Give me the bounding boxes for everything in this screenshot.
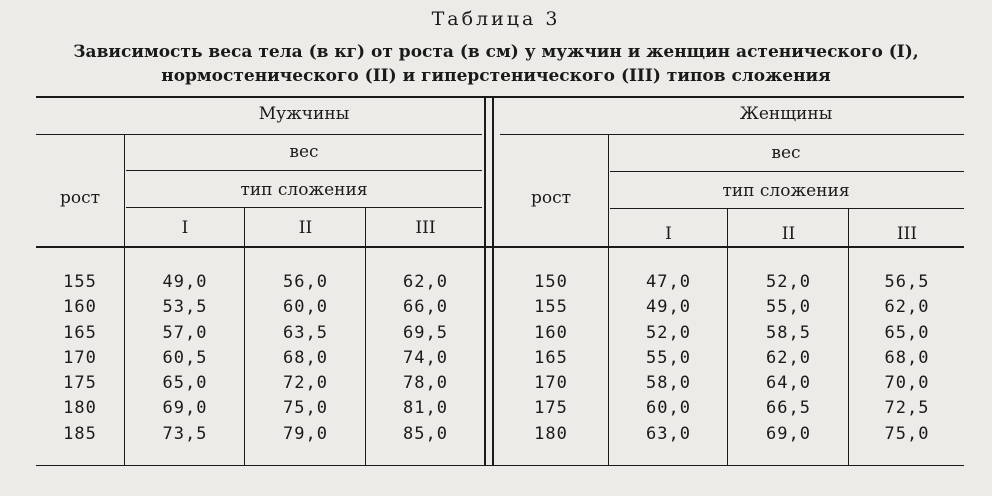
women-weight-i: 52,0 <box>646 322 691 343</box>
men-weight-i: 53,5 <box>162 297 208 318</box>
women-weight-iii: 68,0 <box>884 347 930 368</box>
women-type-i-column <box>610 270 727 447</box>
men-height-value: 160 <box>63 297 97 318</box>
men-type-rule <box>126 207 482 208</box>
women-weight-ii: 66,5 <box>766 398 811 419</box>
men-weight-ii: 56,0 <box>283 272 328 292</box>
men-weight-rule <box>126 170 482 171</box>
men-type-i-column <box>126 270 244 447</box>
women-group-rule <box>500 134 964 135</box>
women-weight-ii: 55,0 <box>766 297 811 318</box>
women-type-i: I <box>665 224 672 244</box>
women-weight-i: 63,0 <box>646 423 691 444</box>
women-col-divider-1 <box>727 208 728 465</box>
men-weight-ii: 60,0 <box>283 297 328 318</box>
women-weight-i: 47,0 <box>646 272 691 292</box>
men-weight-ii: 68,0 <box>283 347 328 368</box>
women-col-divider-2 <box>848 208 849 465</box>
women-weight-iii: 72,5 <box>884 398 930 419</box>
header-bottom-rule <box>36 246 964 248</box>
women-weight-ii: 69,0 <box>766 423 811 444</box>
caption-line-1: Зависимость веса тела (в кг) от роста (в см) у мужчин и женщин астенического (I), <box>73 42 919 62</box>
men-type-ii: II <box>298 218 313 238</box>
table-number: Таблица 3 <box>431 8 561 30</box>
men-col-divider-1 <box>244 207 245 465</box>
women-height-value: 150 <box>534 272 568 292</box>
men-weight-label: вес <box>289 142 319 162</box>
women-weight-ii: 62,0 <box>766 347 811 368</box>
men-weight-ii: 72,0 <box>283 373 328 394</box>
women-weight-rule <box>610 171 964 172</box>
women-weight-iii: 65,0 <box>884 322 930 343</box>
women-weight-label: вес <box>771 143 801 163</box>
women-weight-iii: 75,0 <box>884 423 930 444</box>
women-weight-ii: 52,0 <box>766 272 811 292</box>
women-weight-i: 60,0 <box>646 398 691 419</box>
women-weight-iii: 56,5 <box>884 272 930 292</box>
men-weight-iii: 69,5 <box>403 322 448 343</box>
men-weight-i: 49,0 <box>162 272 208 292</box>
women-height-value: 165 <box>534 347 568 368</box>
men-weight-i: 69,0 <box>162 398 208 419</box>
women-height-value: 160 <box>534 322 568 343</box>
men-group-rule <box>36 134 482 135</box>
women-type-rule <box>610 208 964 209</box>
women-height-column <box>494 270 608 447</box>
men-weight-iii: 66,0 <box>403 297 448 318</box>
women-type-iii: III <box>896 224 918 244</box>
men-weight-ii: 79,0 <box>283 423 328 444</box>
women-height-value: 170 <box>534 373 568 394</box>
women-height-value: 175 <box>534 398 568 419</box>
women-weight-i: 58,0 <box>646 373 691 394</box>
men-col-divider-2 <box>365 207 366 465</box>
men-type-ii-column <box>246 270 365 447</box>
section-divider-left <box>484 97 486 465</box>
men-weight-i: 65,0 <box>162 373 208 394</box>
caption-line-2: нормостенического (II) и гиперстенического (III) типов сложения <box>161 66 831 86</box>
women-height-value: 180 <box>534 423 568 444</box>
women-height-value: 155 <box>534 297 568 318</box>
men-height-value: 165 <box>63 322 97 343</box>
women-weight-iii: 62,0 <box>884 297 930 318</box>
men-weight-iii: 74,0 <box>403 347 448 368</box>
men-weight-iii: 85,0 <box>403 423 448 444</box>
men-weight-iii: 78,0 <box>403 373 448 394</box>
men-weight-iii: 62,0 <box>403 272 448 292</box>
women-weight-ii: 58,5 <box>766 322 811 343</box>
men-type-iii-column <box>367 270 484 447</box>
men-weight-i: 73,5 <box>162 423 208 444</box>
men-height-value: 185 <box>63 423 97 444</box>
women-weight-i: 49,0 <box>646 297 691 318</box>
men-weight-i: 60,5 <box>162 347 208 368</box>
men-type-i: I <box>181 218 189 238</box>
men-type-iii: III <box>415 218 436 238</box>
women-type-label: тип сложения <box>722 181 850 201</box>
women-type-iii-column <box>850 270 964 447</box>
bottom-rule <box>36 465 964 466</box>
women-height-label: рост <box>530 188 572 208</box>
men-weight-iii: 81,0 <box>403 398 448 419</box>
men-weight-ii: 75,0 <box>283 398 328 419</box>
men-type-label: тип сложения <box>240 180 368 200</box>
women-weight-iii: 70,0 <box>884 373 930 394</box>
men-height-value: 180 <box>63 398 97 419</box>
men-label: Мужчины <box>258 104 350 124</box>
top-rule <box>36 96 964 98</box>
men-height-value: 175 <box>63 373 97 394</box>
men-height-label: рост <box>59 188 101 208</box>
men-weight-ii: 63,5 <box>283 322 328 343</box>
men-height-value: 155 <box>63 272 97 292</box>
women-weight-ii: 64,0 <box>766 373 811 394</box>
men-height-column <box>36 270 124 447</box>
men-height-value: 170 <box>63 347 97 368</box>
women-type-ii-column <box>729 270 848 447</box>
women-label: Женщины <box>739 104 833 124</box>
women-weight-i: 55,0 <box>646 347 691 368</box>
men-weight-i: 57,0 <box>162 322 208 343</box>
women-type-ii: II <box>781 224 796 244</box>
